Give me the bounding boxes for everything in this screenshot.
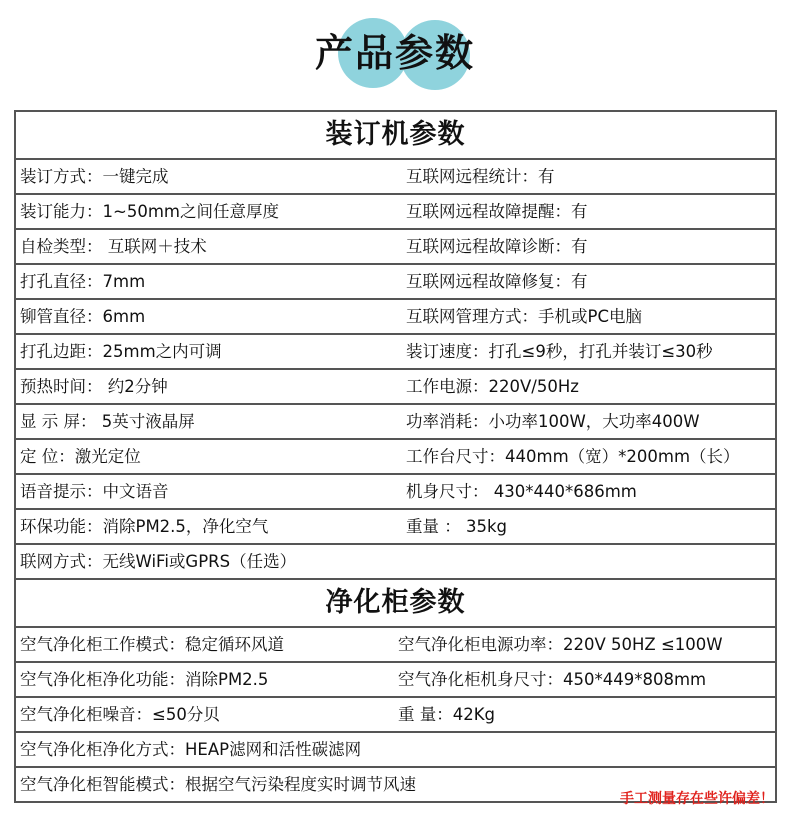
spec-right: 功率消耗：小功率100W，大功率400W [406,412,700,431]
spec-left: 打孔直径：7mm [20,272,146,291]
spec-left: 装订能力：1~50mm之间任意厚度 [20,202,279,221]
spec-left: 联网方式：无线WiFi或GPRS（任选） [20,552,297,571]
title-area [0,0,790,100]
spec-left: 空气净化柜智能模式：根据空气污染程度实时调节风速 [20,775,416,794]
table-row [16,265,775,300]
table-row [16,475,775,510]
spec-right: 空气净化柜机身尺寸：450*449*808mm [398,670,707,689]
spec-left: 装订方式：一键完成 [20,167,169,186]
table-row [16,370,775,405]
spec-right: 互联网远程故障修复：有 [406,272,588,291]
table-row [16,195,775,230]
spec-table [14,110,777,803]
spec-left: 预热时间： 约2分钟 [20,377,168,396]
spec-right: 互联网管理方式：手机或PC电脑 [406,307,642,326]
spec-right: 重 量：42Kg [398,705,496,724]
table-row [16,628,775,663]
spec-left: 铆管直径：6mm [20,307,146,326]
spec-left: 语音提示：中文语音 [20,482,169,501]
table-row [16,230,775,265]
page-title: 产品参数 [314,31,475,75]
section-heading-binder: 装订机参数 [16,112,775,160]
spec-right [402,545,775,578]
table-row [16,698,775,733]
spec-left: 空气净化柜噪音：≤50分贝 [20,705,220,724]
spec-right: 互联网远程故障提醒：有 [406,202,588,221]
measurement-note: 手工测量存在些许偏差！ [620,791,774,807]
table-row [16,733,775,768]
spec-right: 工作电源：220V/50Hz [406,377,579,396]
table-row [16,160,775,195]
table-row [16,440,775,475]
spec-left: 打孔边距：25mm之内可调 [20,342,222,361]
spec-right: 重量 ： 35kg [406,517,508,536]
section-heading-purifier: 净化柜参数 [16,580,775,628]
spec-left: 环保功能：消除PM2.5，净化空气 [20,517,269,536]
table-row [16,405,775,440]
spec-right: 装订速度：打孔≤9秒，打孔并装订≤30秒 [406,342,713,361]
spec-left: 空气净化柜净化方式：HEAP滤网和活性碳滤网 [20,740,362,759]
table-row [16,545,775,580]
table-row [16,300,775,335]
spec-left: 空气净化柜工作模式：稳定循环风道 [20,635,284,654]
spec-right: 互联网远程故障诊断：有 [406,237,588,256]
table-row [16,335,775,370]
spec-left: 空气净化柜净化功能：消除PM2.5 [20,670,269,689]
spec-left: 自检类型： 互联网＋技术 [20,237,207,256]
spec-right: 空气净化柜电源功率：220V 50HZ ≤100W [398,635,723,654]
spec-right: 工作台尺寸：440mm（宽）*200mm（长） [406,447,740,466]
spec-right: 机身尺寸： 430*440*686mm [406,482,637,501]
table-row [16,663,775,698]
spec-left: 定 位：激光定位 [20,447,141,466]
spec-right: 互联网远程统计：有 [406,167,555,186]
spec-left: 显 示 屏： 5英寸液晶屏 [20,412,195,431]
table-row [16,510,775,545]
